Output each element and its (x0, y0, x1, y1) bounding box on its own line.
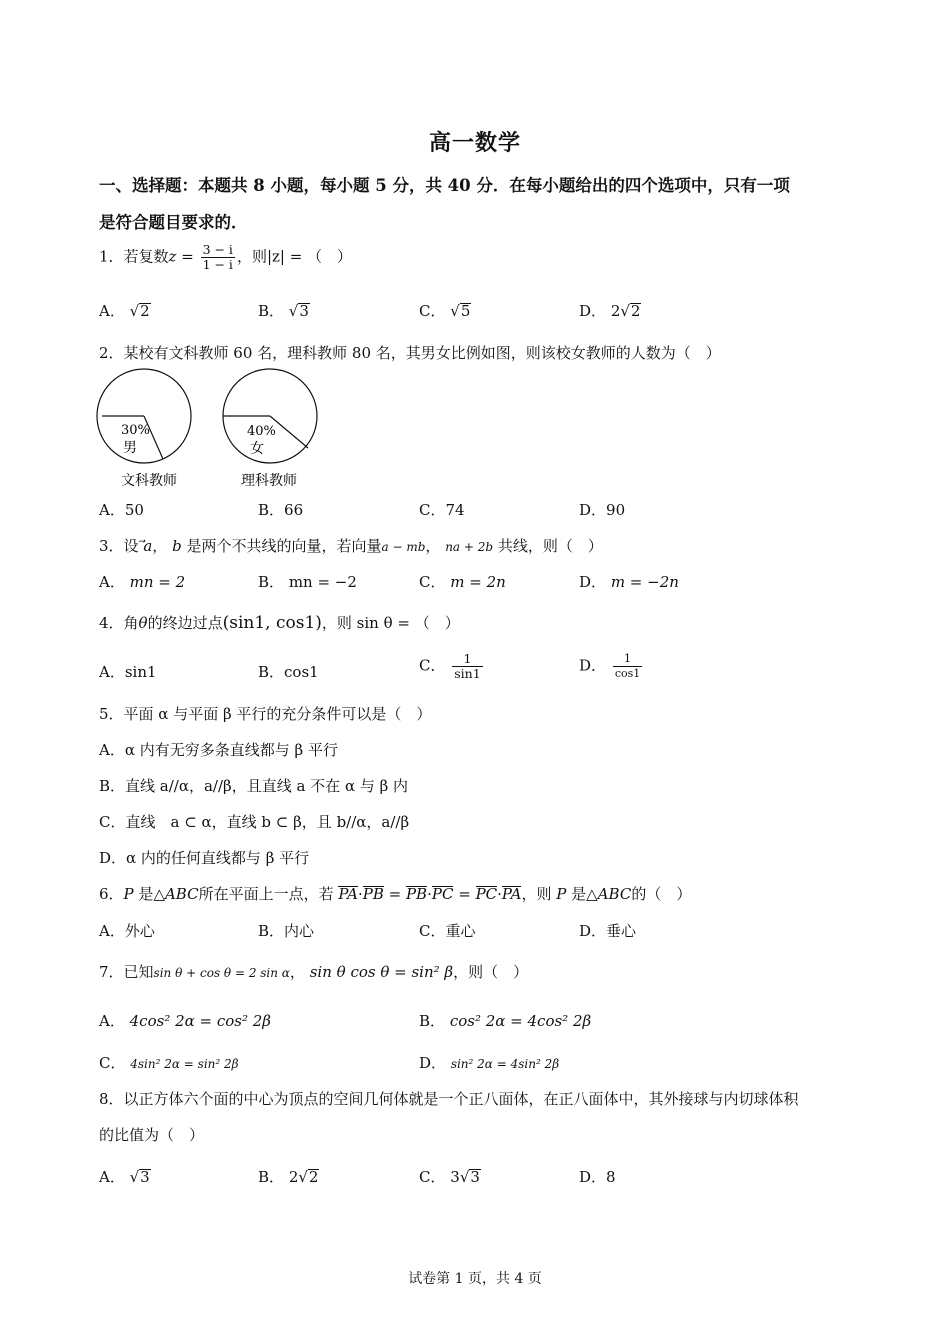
q1-option-c: C． √5 (419, 302, 471, 320)
question-8-line1: 8．以正方体六个面的中心为顶点的空间几何体就是一个正八面体，在正八面体中，其外接球与内切球体积 (99, 1090, 799, 1108)
q2-option-d: D．90 (579, 501, 626, 519)
question-2: 2．某校有文科教师 60 名，理科教师 80 名，其男女比例如图，则该校女教师的人数为（ ） (99, 344, 721, 362)
question-7: 7．已知sin θ + cos θ = 2 sin α， sin θ cos θ = sin² β，则（ ） (99, 963, 529, 981)
q5-option-b: B．直线 a//α，a//β，且直线 a 不在 α 与 β 内 (99, 777, 409, 795)
q1-option-d: D． 2√2 (579, 302, 641, 320)
section-heading-line1: 一、选择题：本题共 8 小题，每小题 5 分，共 40 分．在每小题给出的四个选项中，只有一项 (99, 176, 790, 195)
q1-option-b: B． √3 (258, 302, 309, 320)
q4-option-d: D． $\frac{1}{\cos 1}$ (579, 652, 641, 680)
question-4: 4．角θ的终边过点(sin1, cos1)，则 sin θ = （ ） (99, 613, 460, 633)
page-footer: 试卷第 1 页，共 4 页 (408, 1271, 542, 1287)
q3-option-b: B． mn = −2 (258, 573, 357, 591)
pie2-label: 女 (250, 441, 264, 457)
q6-option-d: D．垂心 (579, 922, 637, 940)
q6-option-a: A．外心 (99, 922, 155, 940)
question-3: 3．设 a， b 是两个不共线的向量，若向量a − mb， na + 2b 共线，则（ ） (99, 537, 603, 555)
q5-option-d: D．α 内的任何直线都与 β 平行 (99, 849, 310, 867)
q3-option-d: D． m = −2n (579, 573, 679, 591)
question-5: 5．平面 α 与平面 β 平行的充分条件可以是（ ） (99, 705, 432, 723)
q4-option-b: B．cos1 (258, 663, 319, 681)
q5-option-a: A．α 内有无穷多条直线都与 β 平行 (99, 741, 338, 759)
q1-fraction: $\frac{3 - i}{1 - i}$ (202, 242, 233, 272)
section-heading-line2: 是符合题目要求的． (99, 213, 248, 232)
q8-option-a: A． √3 (99, 1168, 150, 1186)
question-6: 6．P 是△ABC所在平面上一点，若 PA·PB = PB·PC = PC·PA，则 P 是△ABC的（ ） (99, 885, 692, 903)
q3-option-c: C． m = 2n (419, 573, 506, 591)
q3-option-a: A． mn = 2 (99, 573, 186, 591)
q7-option-a: A． 4cos² 2α = cos² 2β (99, 1012, 271, 1030)
q8-option-d: D．8 (579, 1168, 616, 1186)
pie-liberal-arts (97, 369, 191, 489)
q4-option-c: C． $\frac{1}{\sin 1}$ (419, 651, 481, 681)
q5-option-c: C．直线 a ⊂ α，直线 b ⊂ β，且 b//α，a//β (99, 813, 410, 831)
q4-option-a: A．sin1 (99, 663, 157, 681)
q2-option-a: A．50 (99, 501, 144, 519)
q7-option-c: C． 4sin² 2α = sin² 2β (99, 1054, 239, 1072)
q7-option-d: D． sin² 2α = 4sin² 2β (419, 1054, 560, 1072)
page-title: 高一数学 (428, 130, 521, 156)
q8-option-b: B． 2√2 (258, 1168, 319, 1186)
q6-option-c: C．重心 (419, 922, 476, 940)
q1-option-a: A． √2 (99, 302, 150, 320)
pie1-caption: 文科教师 (121, 473, 177, 489)
pie1-percent: 30% (121, 423, 150, 438)
q7-option-b: B． cos² 2α = 4cos² 2β (419, 1012, 592, 1030)
q2-option-c: C．74 (419, 501, 465, 519)
q2-option-b: B．66 (258, 501, 304, 519)
pie2-percent: 40% (247, 424, 276, 439)
q8-option-c: C． 3√3 (419, 1168, 480, 1186)
q6-option-b: B．内心 (258, 922, 315, 940)
pie1-label: 男 (123, 440, 137, 456)
pie2-caption: 理科教师 (241, 473, 297, 489)
question-8-line2: 的比值为（ ） (99, 1126, 205, 1144)
q2-pie-charts (95, 368, 335, 493)
pie-science (223, 369, 317, 489)
question-1: 1．若复数z = $\frac{3 - i}{1 - i}$ ，则|z| = （ ） (99, 242, 353, 272)
